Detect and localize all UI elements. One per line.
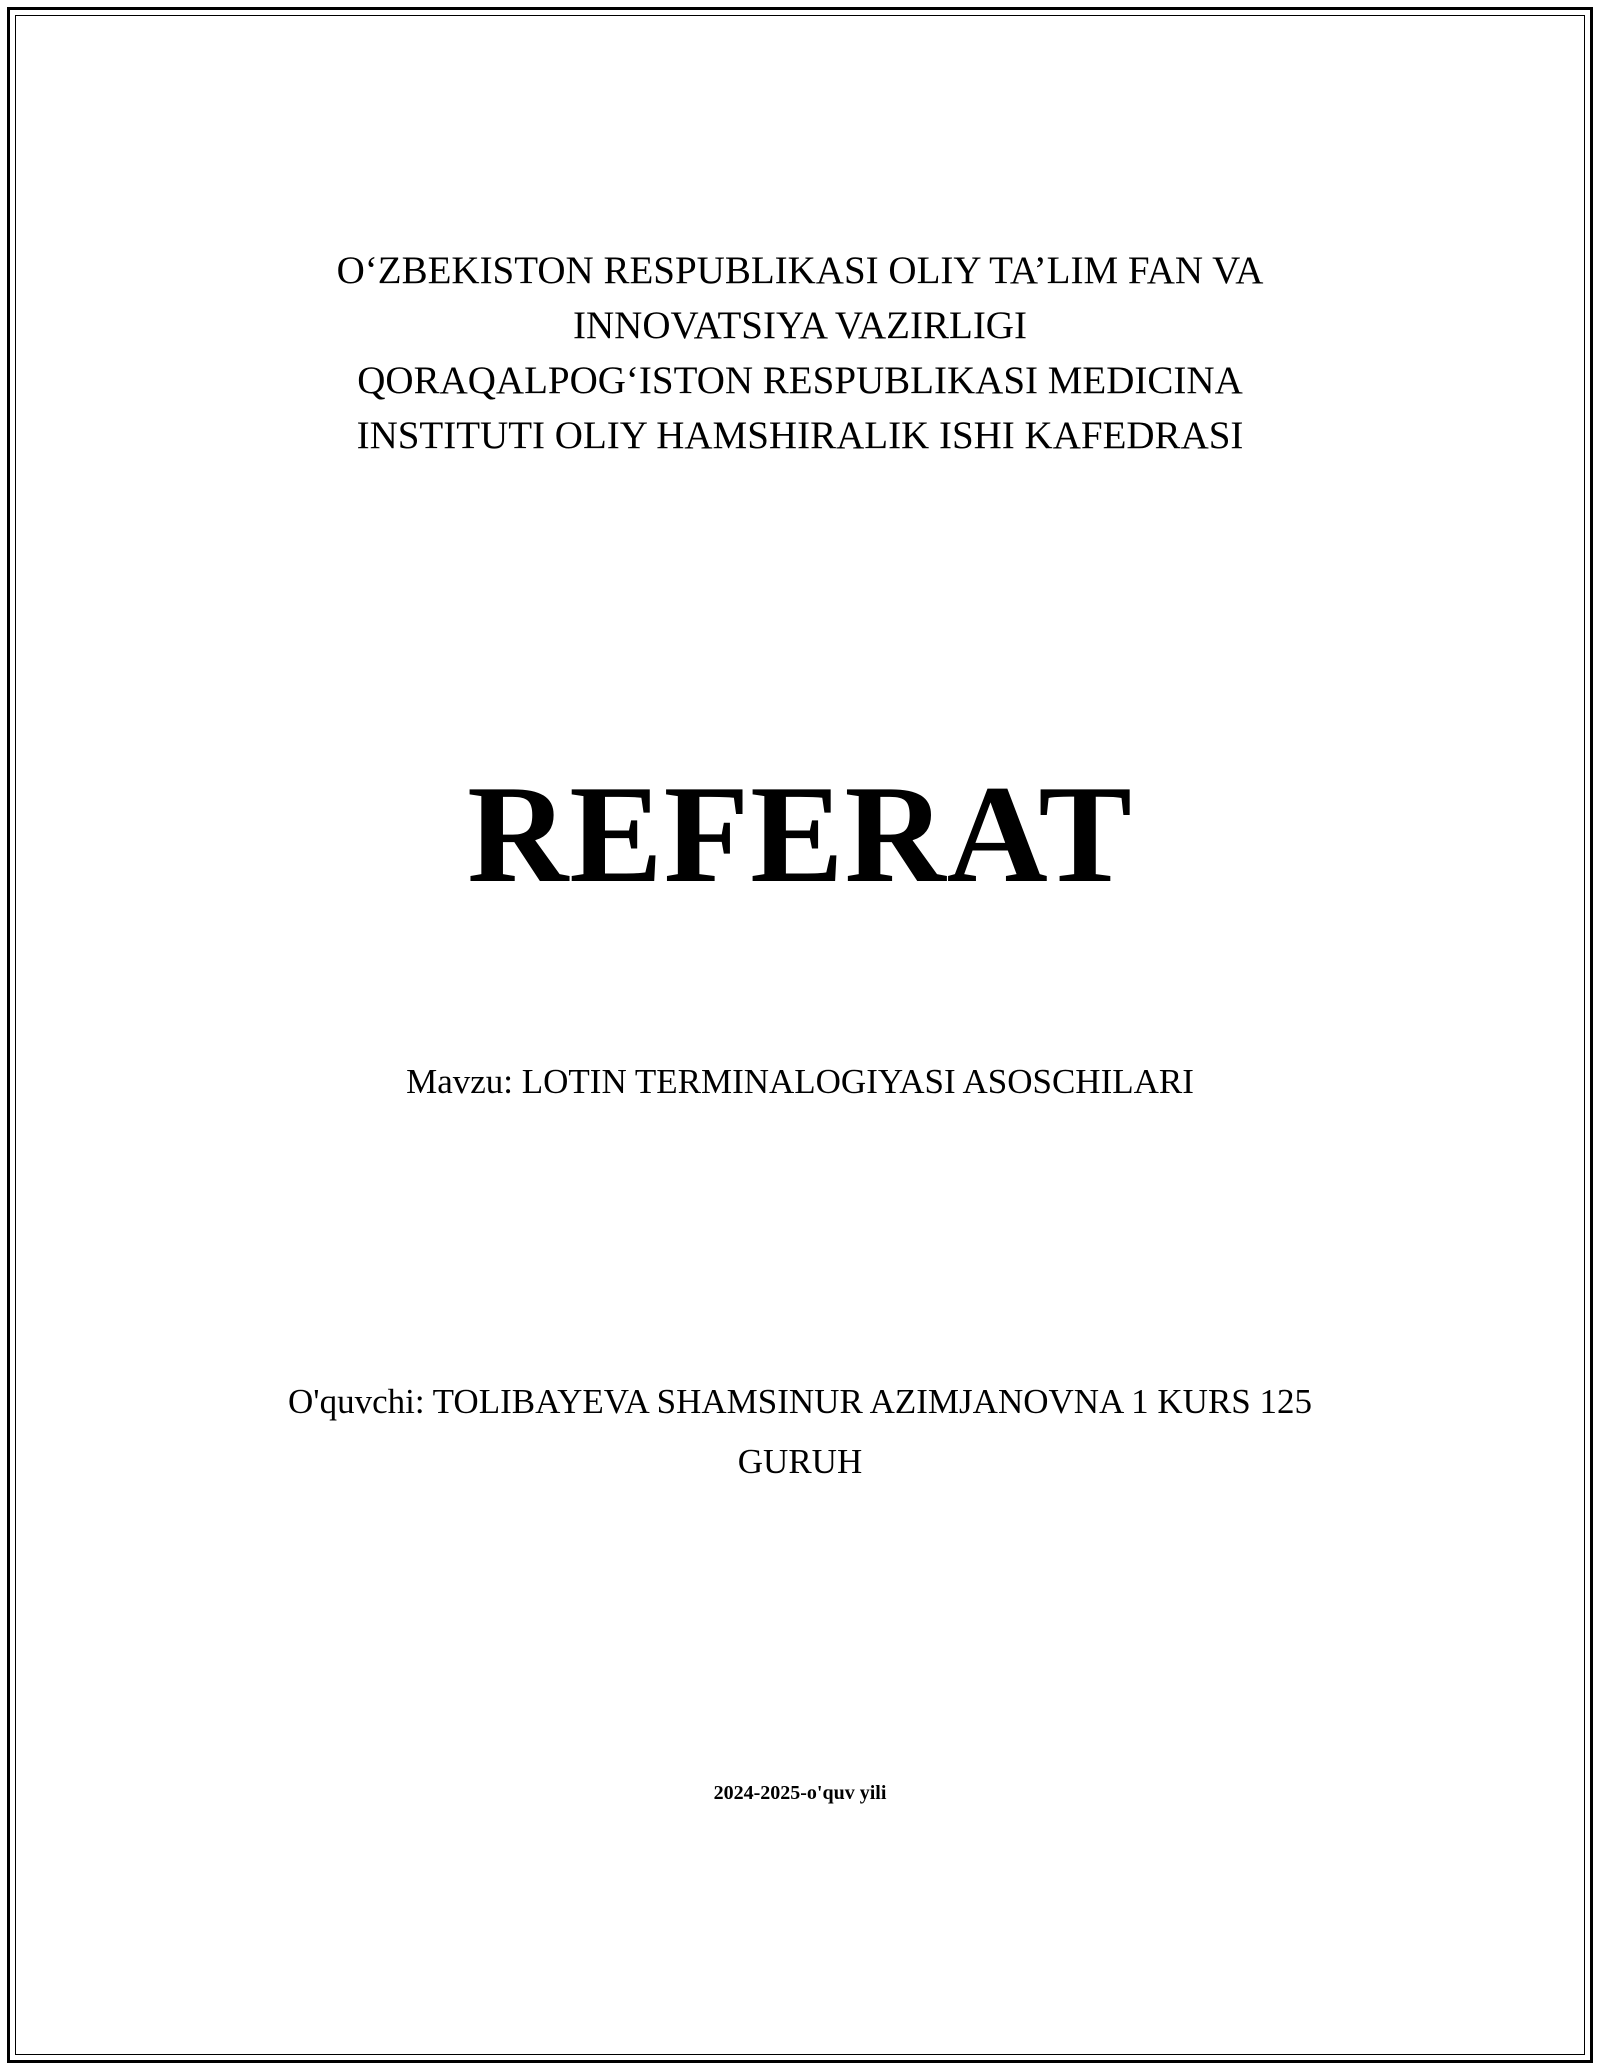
student-line-2: GURUH xyxy=(737,1442,863,1481)
document-title: REFERAT xyxy=(467,757,1133,912)
header-line-1: O‘ZBEKISTON RESPUBLIKASI OLIY TA’LIM FAN VA xyxy=(336,249,1264,292)
topic-line: Mavzu: LOTIN TERMINALOGIYASI ASOSCHILARI xyxy=(406,1062,1194,1101)
student-info xyxy=(0,1372,1600,1492)
header-line-3: QORAQALPOG‘ISTON RESPUBLIKASI MEDICINA xyxy=(357,359,1243,402)
institution-header xyxy=(0,243,1600,463)
header-line-2: INNOVATSIYA VAZIRLIGI xyxy=(573,304,1027,347)
academic-year: 2024-2025-o'quv yili xyxy=(713,1782,887,1804)
student-line-1: O'quvchi: TOLIBAYEVA SHAMSINUR AZIMJANOVNA 1 KURS 125 xyxy=(287,1382,1313,1421)
header-line-4: INSTITUTI OLIY HAMSHIRALIK ISHI KAFEDRASI xyxy=(356,414,1244,457)
